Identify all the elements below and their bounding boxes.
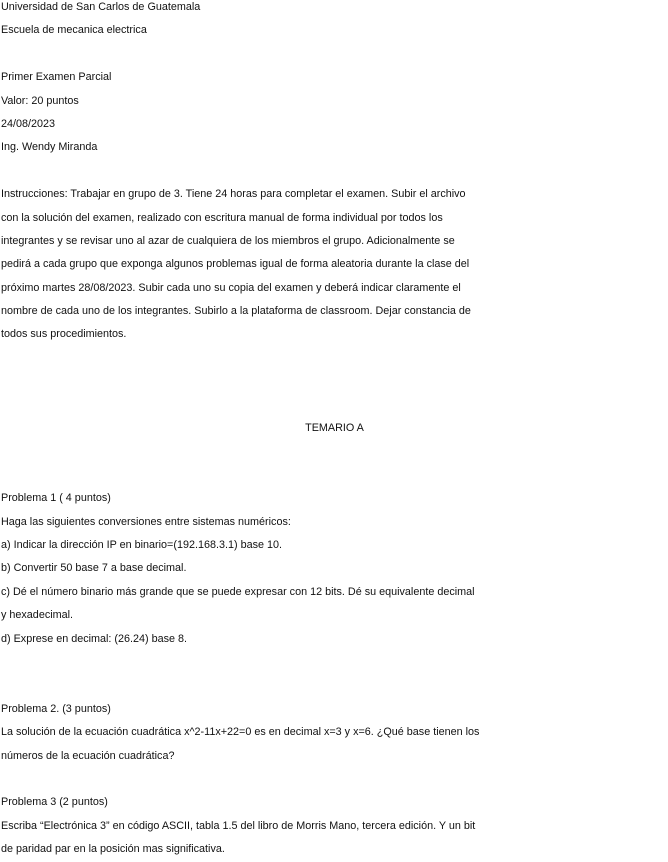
- exam-title: Primer Examen Parcial: [1, 71, 112, 84]
- problem-1-intro: Haga las siguientes conversiones entre sistemas numéricos:: [1, 515, 291, 528]
- spacer: [1, 440, 668, 487]
- exam-value: Valor: 20 puntos: [1, 94, 79, 107]
- problem-1-item-b: b) Convertir 50 base 7 a base decimal.: [1, 562, 187, 575]
- university-name: Universidad de San Carlos de Guatemala: [1, 1, 201, 13]
- instructions-line: con la solución del examen, realizado con escritura manual de forma individual por todos los: [1, 211, 443, 224]
- problem-3-text: Escriba “Electrónica 3” en código ASCII, tabla 1.5 del libro de Morris Mano, tercera edición. Y un bit: [1, 819, 476, 832]
- instructor-name: Ing. Wendy Miranda: [1, 141, 98, 154]
- instructions-line: pedirá a cada grupo que exponga algunos problemas igual de forma aleatoria durante la clase del: [1, 258, 470, 271]
- school-name: Escuela de mecanica electrica: [1, 24, 147, 37]
- problem-1-item-c: c) Dé el número binario más grande que se puede expresar con 12 bits. Dé su equivalente decimal: [1, 585, 475, 598]
- problem-3-title: Problema 3 (2 puntos): [1, 796, 108, 809]
- problem-1-item-c-cont: y hexadecimal.: [1, 609, 74, 622]
- problem-1-title: Problema 1 ( 4 puntos): [1, 492, 111, 505]
- instructions-paragraph: [1, 183, 668, 347]
- instructions-line: Instrucciones: Trabajar en grupo de 3. Tiene 24 horas para completar el examen. Subir el archivo: [1, 188, 466, 201]
- problem-3-text-cont: de paridad par en la posición mas significativa.: [1, 843, 225, 856]
- spacer: [1, 347, 668, 417]
- instructions-line: todos sus procedimientos.: [1, 328, 127, 341]
- instructions-line: próximo martes 28/08/2023. Subir cada uno su copia del examen y deberá indicar claramente el: [1, 281, 461, 294]
- problem-1-item-d: d) Exprese en decimal: (26.24) base 8.: [1, 632, 188, 645]
- instructions-line: nombre de cada uno de los integrantes. Subirlo a la plataforma de classroom. Dejar constancia de: [1, 305, 471, 318]
- problem-1-item-a: a) Indicar la dirección IP en binario=(192.168.3.1) base 10.: [1, 539, 282, 552]
- temario-heading: TEMARIO A: [305, 422, 364, 435]
- spacer: [1, 651, 668, 698]
- problem-1: [1, 487, 668, 651]
- problem-3: [1, 791, 668, 861]
- problem-2-text-cont: números de la ecuación cuadrática?: [1, 749, 175, 762]
- problem-2: [1, 698, 668, 768]
- spacer: [1, 43, 668, 66]
- spacer: [1, 768, 668, 791]
- instructions-line: integrantes y se revisar uno al azar de cualquiera de los miembros el grupo. Adicionalmente se: [1, 234, 455, 247]
- problem-2-title: Problema 2. (3 puntos): [1, 702, 111, 715]
- spacer: [1, 160, 668, 183]
- exam-date: 24/08/2023: [1, 117, 56, 130]
- problem-2-text: La solución de la ecuación cuadrática x^2-11x+22=0 es en decimal x=3 y x=6. ¿Qué base tienen los: [1, 726, 480, 739]
